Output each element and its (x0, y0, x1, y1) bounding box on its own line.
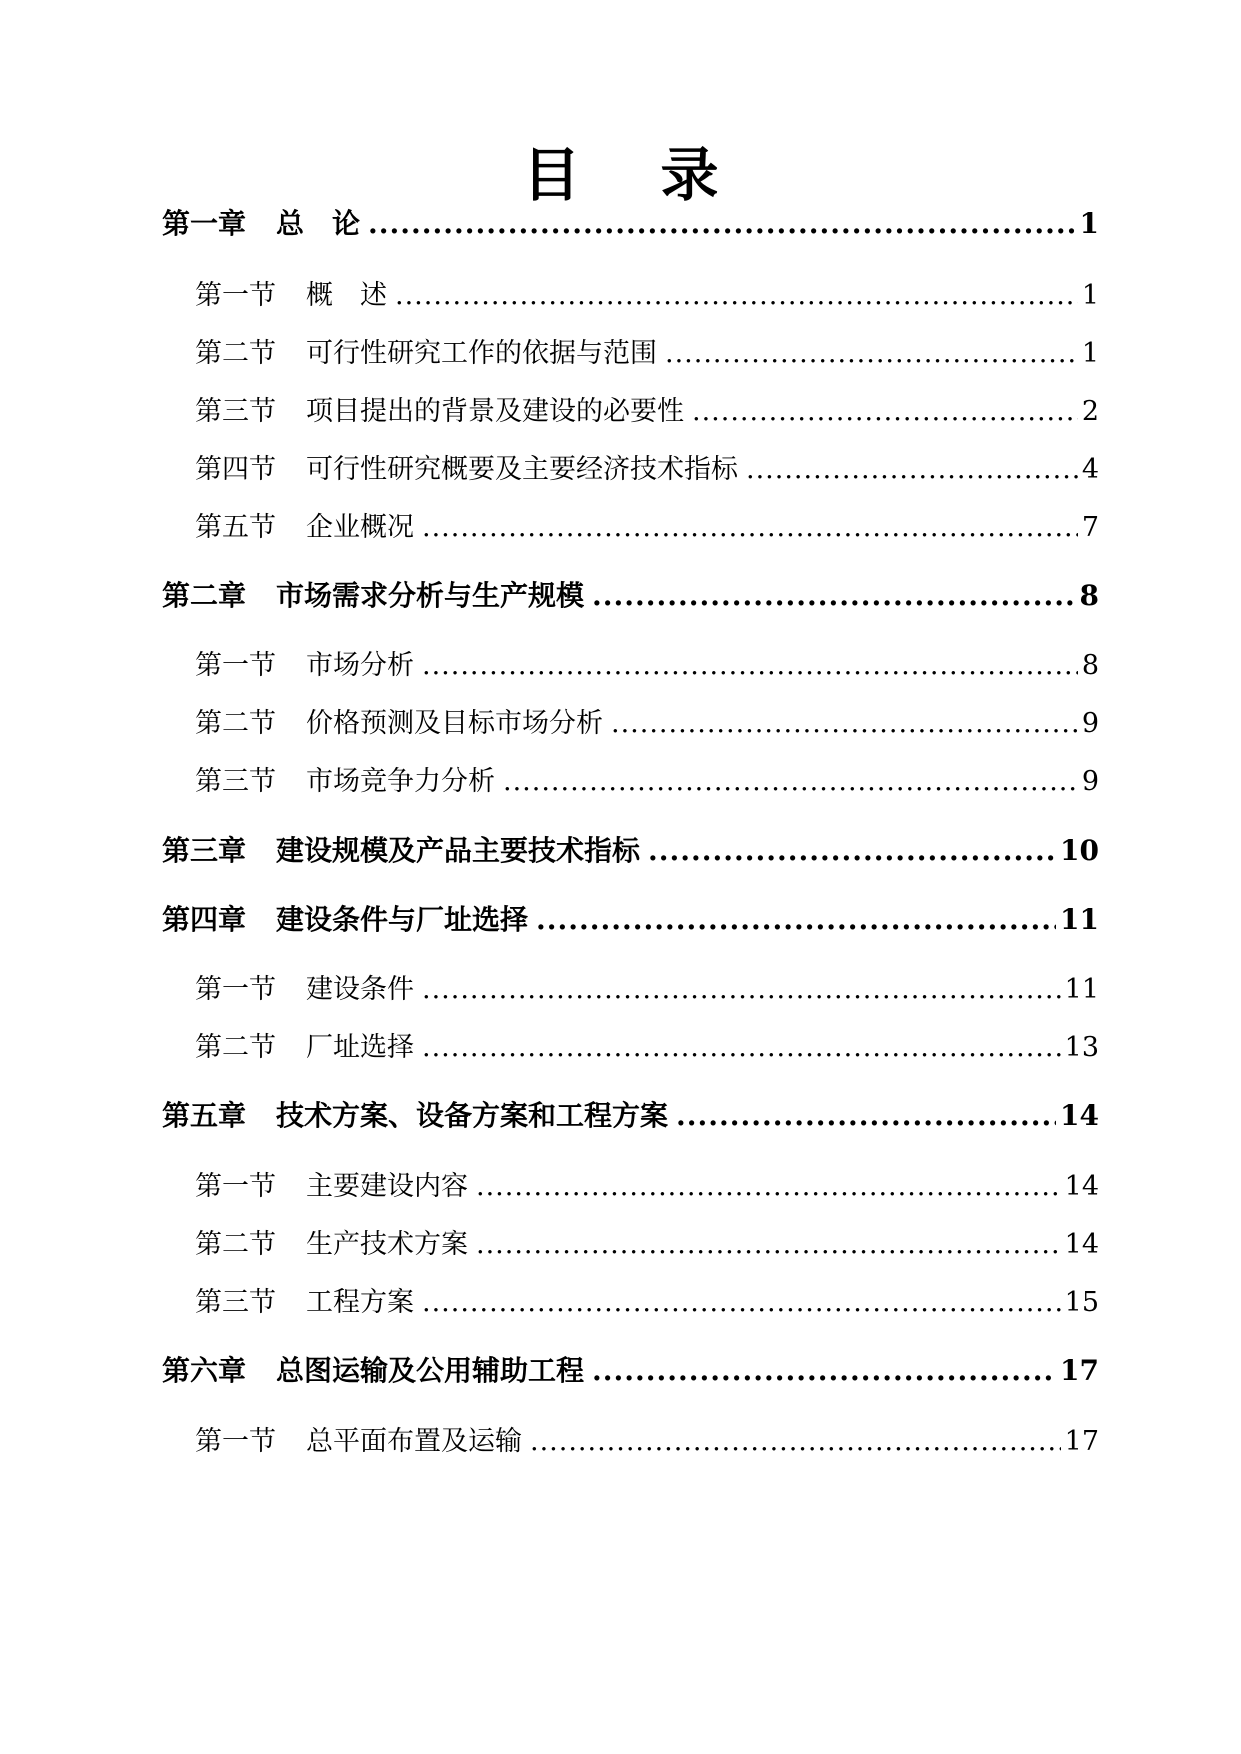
toc-entry-title: 市场竞争力分析 (306, 766, 495, 797)
toc-entry-number: 第一节 (195, 974, 276, 1005)
toc-page-number: 9 (1081, 708, 1099, 739)
toc-entry-title: 技术方案、设备方案和工程方案 (276, 1099, 669, 1132)
toc-entry-title: 企业概况 (306, 512, 414, 543)
toc-page-number: 11 (1060, 903, 1099, 936)
toc-entry-title: 主要建设内容 (306, 1171, 468, 1202)
toc-chapter-entry[interactable] (162, 829, 1099, 869)
toc-entry-number: 第三节 (195, 1287, 276, 1318)
toc-dot-leader (503, 766, 1078, 797)
toc-dot-leader (395, 280, 1078, 311)
toc-entry-title: 总平面布置及运输 (306, 1426, 522, 1457)
toc-page-number: 11 (1064, 974, 1099, 1005)
toc-page-number: 8 (1079, 579, 1099, 612)
toc-entry-label (195, 389, 684, 428)
toc-section-entry[interactable] (195, 967, 1099, 1006)
toc-entry-label (162, 574, 584, 614)
toc-page-number: 2 (1081, 396, 1099, 427)
toc-entry-title: 总图运输及公用辅助工程 (276, 1354, 585, 1387)
toc-entry-title: 市场需求分析与生产规模 (276, 579, 585, 612)
toc-entry-title: 工程方案 (306, 1287, 414, 1318)
toc-entry-number: 第一节 (195, 650, 276, 681)
toc-entry-label (195, 331, 657, 370)
toc-entry-title: 项目提出的背景及建设的必要性 (306, 396, 684, 427)
toc-dot-leader (422, 1032, 1061, 1063)
toc-dot-leader (676, 1099, 1056, 1132)
toc-entry-label (162, 202, 360, 242)
toc-section-entry[interactable] (195, 505, 1099, 544)
toc-dot-leader (422, 512, 1078, 543)
toc-dot-leader (665, 338, 1078, 369)
toc-entry-number: 第二节 (195, 1229, 276, 1260)
toc-section-entry[interactable] (195, 1164, 1099, 1203)
toc-section-entry[interactable] (195, 1222, 1099, 1261)
toc-page-number: 14 (1064, 1171, 1099, 1202)
toc-dot-leader (422, 974, 1061, 1005)
toc-page-number: 4 (1081, 454, 1099, 485)
toc-entry-label (195, 1280, 414, 1319)
toc-entry-label (162, 1349, 584, 1389)
toc-chapter-entry[interactable] (162, 898, 1099, 938)
toc-section-entry[interactable] (195, 447, 1099, 486)
toc-entry-title: 价格预测及目标市场分析 (306, 708, 603, 739)
toc-page-number: 10 (1060, 834, 1099, 867)
toc-entry-title: 厂址选择 (306, 1032, 414, 1063)
toc-dot-leader (476, 1171, 1061, 1202)
page-title (0, 140, 1241, 210)
toc-page-number: 14 (1064, 1229, 1099, 1260)
toc-section-entry[interactable] (195, 701, 1099, 740)
toc-chapter-entry[interactable] (162, 1094, 1099, 1134)
toc-section-entry[interactable] (195, 1419, 1099, 1458)
toc-entry-title: 生产技术方案 (306, 1229, 468, 1260)
toc-section-entry[interactable] (195, 643, 1099, 682)
toc-entry-number: 第一章 (162, 207, 247, 240)
toc-page-number: 17 (1060, 1354, 1099, 1387)
toc-page-number: 9 (1081, 766, 1099, 797)
page-title-left: 目 (522, 141, 581, 209)
toc-section-entry[interactable] (195, 759, 1099, 798)
toc-dot-leader (592, 579, 1075, 612)
toc-page-number: 17 (1064, 1426, 1099, 1457)
toc-entry-number: 第五章 (162, 1099, 247, 1132)
toc-page-number: 1 (1081, 338, 1099, 369)
toc-entry-number: 第五节 (195, 512, 276, 543)
toc-entry-number: 第六章 (162, 1354, 247, 1387)
toc-dot-leader (368, 207, 1075, 240)
toc-dot-leader (530, 1426, 1061, 1457)
toc-entry-number: 第二节 (195, 708, 276, 739)
toc-entry-label (195, 759, 495, 798)
toc-entry-number: 第四节 (195, 454, 276, 485)
toc-entry-number: 第三节 (195, 396, 276, 427)
toc-entry-number: 第二节 (195, 338, 276, 369)
toc-entry-label (195, 643, 414, 682)
toc-section-entry[interactable] (195, 1025, 1099, 1064)
toc-entry-number: 第三章 (162, 834, 247, 867)
toc-entry-number: 第二章 (162, 579, 247, 612)
toc-entry-label (195, 1222, 468, 1261)
toc-dot-leader (692, 396, 1078, 427)
toc-dot-leader (422, 1287, 1061, 1318)
toc-entry-label (195, 505, 414, 544)
toc-entry-title: 市场分析 (306, 650, 414, 681)
toc-section-entry[interactable] (195, 273, 1099, 312)
toc-entry-title: 可行性研究概要及主要经济技术指标 (306, 454, 738, 485)
toc-page-number: 1 (1079, 207, 1099, 240)
toc-entry-label (195, 1419, 522, 1458)
toc-page-number: 7 (1081, 512, 1099, 543)
toc-page-number: 14 (1060, 1099, 1099, 1132)
toc-entry-number: 第三节 (195, 766, 276, 797)
toc-section-entry[interactable] (195, 1280, 1099, 1319)
toc-page-number: 8 (1081, 650, 1099, 681)
toc-entry-title: 建设规模及产品主要技术指标 (276, 834, 641, 867)
toc-chapter-entry[interactable] (162, 202, 1099, 242)
toc-dot-leader (422, 650, 1078, 681)
toc-page-number: 13 (1064, 1032, 1099, 1063)
toc-section-entry[interactable] (195, 331, 1099, 370)
toc-entry-label (195, 447, 738, 486)
toc-chapter-entry[interactable] (162, 574, 1099, 614)
page-title-right: 录 (660, 141, 719, 209)
toc-dot-leader (536, 903, 1056, 936)
toc-section-entry[interactable] (195, 389, 1099, 428)
toc-page-number: 1 (1081, 280, 1099, 311)
toc-entry-label (195, 967, 414, 1006)
toc-entry-number: 第一节 (195, 1426, 276, 1457)
toc-entry-label (195, 273, 387, 312)
toc-entry-number: 第二节 (195, 1032, 276, 1063)
toc-entry-label (162, 898, 528, 938)
toc-entry-number: 第一节 (195, 280, 276, 311)
toc-dot-leader (476, 1229, 1061, 1260)
toc-entry-title: 可行性研究工作的依据与范围 (306, 338, 657, 369)
toc-entry-label (195, 1164, 468, 1203)
toc-dot-leader (611, 708, 1078, 739)
toc-entry-title: 建设条件与厂址选择 (276, 903, 529, 936)
toc-entry-label (195, 1025, 414, 1064)
toc-dot-leader (648, 834, 1056, 867)
toc-dot-leader (746, 454, 1078, 485)
toc-entry-title: 建设条件 (306, 974, 414, 1005)
toc-entry-label (195, 701, 603, 740)
toc-page-number: 15 (1064, 1287, 1099, 1318)
toc-dot-leader (592, 1354, 1056, 1387)
toc-entry-number: 第四章 (162, 903, 247, 936)
toc-entry-title: 概 述 (306, 280, 387, 311)
toc-entry-label (162, 1094, 668, 1134)
toc-entry-number: 第一节 (195, 1171, 276, 1202)
toc-entry-label (162, 829, 640, 869)
toc-entry-title: 总 论 (276, 207, 361, 240)
toc-chapter-entry[interactable] (162, 1349, 1099, 1389)
